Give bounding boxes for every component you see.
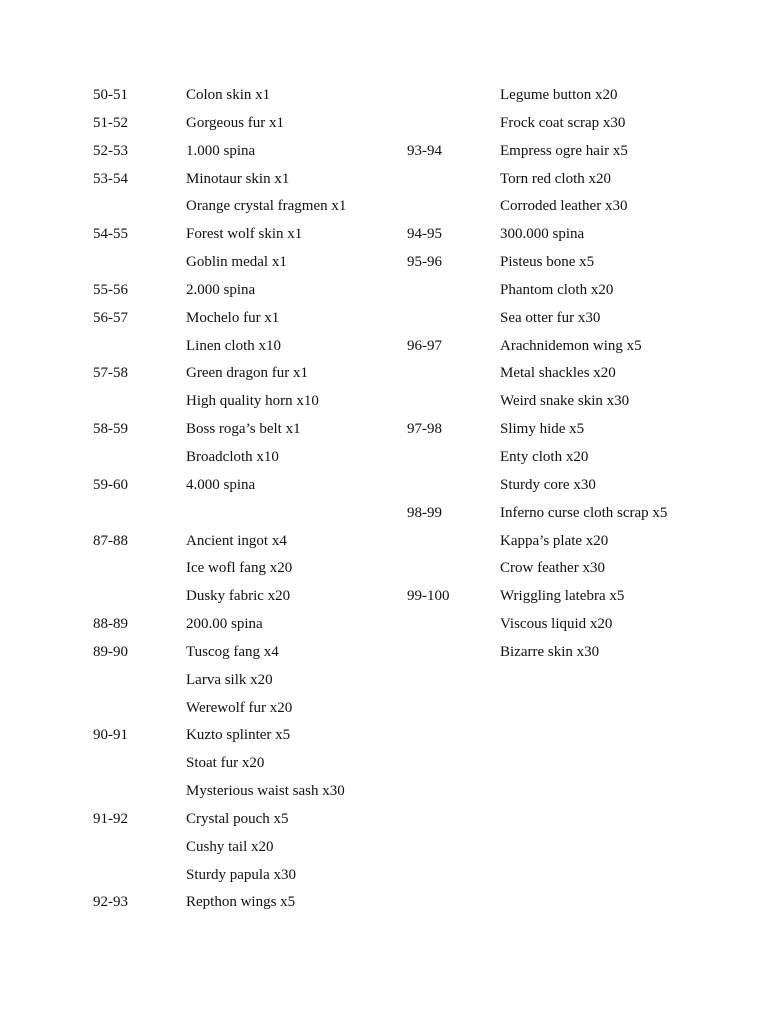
reward-item: Forest wolf skin x1 xyxy=(186,226,303,243)
list-item xyxy=(93,277,393,305)
list-item xyxy=(93,249,393,277)
reward-item: Viscous liquid x20 xyxy=(500,616,613,633)
list-item xyxy=(407,639,727,667)
left-column xyxy=(93,82,393,917)
level-range: 88-89 xyxy=(93,616,128,633)
reward-item: Mysterious waist sash x30 xyxy=(186,783,345,800)
level-range: 92-93 xyxy=(93,894,128,911)
reward-item: Gorgeous fur x1 xyxy=(186,114,285,131)
reward-item: Enty cloth x20 xyxy=(500,448,589,465)
reward-item: Wriggling latebra x5 xyxy=(500,588,625,605)
level-range: 90-91 xyxy=(93,727,128,744)
reward-item: Phantom cloth x20 xyxy=(500,281,614,298)
level-range: 50-51 xyxy=(93,87,128,103)
level-range: 54-55 xyxy=(93,226,128,243)
reward-item: Crow feather x30 xyxy=(500,560,605,577)
reward-item: Mochelo fur x1 xyxy=(186,309,280,326)
reward-item: Kuzto splinter x5 xyxy=(186,727,291,744)
list-item xyxy=(93,528,393,556)
reward-item: Stoat fur x20 xyxy=(186,755,265,772)
list-item xyxy=(93,388,393,416)
reward-item: 2.000 spina xyxy=(186,281,256,298)
reward-item: Boss roga’s belt x1 xyxy=(186,421,301,438)
list-item xyxy=(93,611,393,639)
list-item xyxy=(93,889,393,917)
right-column xyxy=(407,82,727,667)
reward-item: Empress ogre hair x5 xyxy=(500,142,628,159)
list-item xyxy=(93,138,393,166)
list-item xyxy=(93,221,393,249)
list-item xyxy=(93,305,393,333)
level-range: 96-97 xyxy=(407,337,442,354)
level-range: 51-52 xyxy=(93,114,128,131)
reward-item: Inferno curse cloth scrap x5 xyxy=(500,504,668,521)
level-range: 57-58 xyxy=(93,365,128,382)
list-item xyxy=(93,500,393,528)
level-range: 95-96 xyxy=(407,254,442,271)
list-item xyxy=(93,778,393,806)
level-range: 59-60 xyxy=(93,476,128,493)
level-range: 56-57 xyxy=(93,309,128,326)
list-item xyxy=(93,639,393,667)
list-item xyxy=(407,360,727,388)
reward-item: Slimy hide x5 xyxy=(500,421,585,438)
list-item xyxy=(93,834,393,862)
reward-item: Sea otter fur x30 xyxy=(500,309,601,326)
list-item xyxy=(93,193,393,221)
reward-item: Ice wofl fang x20 xyxy=(186,560,293,577)
reward-item: Legume button x20 xyxy=(500,87,618,103)
reward-item: High quality horn x10 xyxy=(186,393,319,410)
reward-item: Bizarre skin x30 xyxy=(500,643,600,660)
list-item xyxy=(93,722,393,750)
list-item xyxy=(407,166,727,194)
list-item xyxy=(93,806,393,834)
list-item xyxy=(407,555,727,583)
list-item xyxy=(93,82,393,110)
list-item xyxy=(93,360,393,388)
reward-item: Frock coat scrap x30 xyxy=(500,114,626,131)
list-item xyxy=(407,277,727,305)
list-item xyxy=(407,249,727,277)
list-item xyxy=(407,110,727,138)
level-range: 52-53 xyxy=(93,142,128,159)
reward-item: 4.000 spina xyxy=(186,476,256,493)
reward-item: 300.000 spina xyxy=(500,226,585,243)
level-range: 89-90 xyxy=(93,643,128,660)
list-item xyxy=(407,305,727,333)
list-item xyxy=(407,500,727,528)
reward-item: Weird snake skin x30 xyxy=(500,393,630,410)
list-item xyxy=(93,110,393,138)
list-item xyxy=(93,416,393,444)
list-item xyxy=(407,444,727,472)
reward-item: Arachnidemon wing x5 xyxy=(500,337,642,354)
reward-item: Orange crystal fragmen x1 xyxy=(186,198,347,215)
level-range: 99-100 xyxy=(407,588,450,605)
reward-item: Dusky fabric x20 xyxy=(186,588,291,605)
reward-item: Repthon wings x5 xyxy=(186,894,296,911)
reward-item: Ancient ingot x4 xyxy=(186,532,287,549)
list-item xyxy=(93,583,393,611)
list-item xyxy=(93,166,393,194)
reward-item: Colon skin x1 xyxy=(186,87,271,103)
list-item xyxy=(407,82,727,110)
reward-item: Tuscog fang x4 xyxy=(186,643,279,660)
level-range: 55-56 xyxy=(93,281,128,298)
list-item xyxy=(407,528,727,556)
reward-item: Linen cloth x10 xyxy=(186,337,281,354)
reward-item: Torn red cloth x20 xyxy=(500,170,612,187)
list-item xyxy=(93,472,393,500)
reward-item: Minotaur skin x1 xyxy=(186,170,290,187)
reward-item: Broadcloth x10 xyxy=(186,448,279,465)
reward-item: Crystal pouch x5 xyxy=(186,810,289,827)
level-range: 91-92 xyxy=(93,810,128,827)
reward-item: Werewolf fur x20 xyxy=(186,699,293,716)
level-range: 97-98 xyxy=(407,421,442,438)
reward-item: Corroded leather x30 xyxy=(500,198,628,215)
list-item xyxy=(93,862,393,890)
reward-item: Sturdy papula x30 xyxy=(186,866,296,883)
list-item xyxy=(93,667,393,695)
list-item xyxy=(407,138,727,166)
list-item xyxy=(93,555,393,583)
level-range: 94-95 xyxy=(407,226,442,243)
level-range: 93-94 xyxy=(407,142,442,159)
reward-item: Pisteus bone x5 xyxy=(500,254,595,271)
level-range: 58-59 xyxy=(93,421,128,438)
reward-item: Kappa’s plate x20 xyxy=(500,532,609,549)
reward-item: Metal shackles x20 xyxy=(500,365,616,382)
list-item xyxy=(407,583,727,611)
reward-item: Goblin medal x1 xyxy=(186,254,287,271)
list-item xyxy=(407,611,727,639)
list-item xyxy=(93,444,393,472)
list-item xyxy=(407,416,727,444)
list-item xyxy=(407,221,727,249)
reward-item: Green dragon fur x1 xyxy=(186,365,309,382)
reward-item: 1.000 spina xyxy=(186,142,256,159)
list-item xyxy=(407,193,727,221)
list-item xyxy=(93,333,393,361)
list-item xyxy=(93,695,393,723)
level-range: 87-88 xyxy=(93,532,128,549)
reward-item: Cushy tail x20 xyxy=(186,838,274,855)
list-item xyxy=(93,750,393,778)
reward-item: Larva silk x20 xyxy=(186,671,273,688)
list-item xyxy=(407,388,727,416)
reward-item: Sturdy core x30 xyxy=(500,476,596,493)
reward-item: 200.00 spina xyxy=(186,616,263,633)
level-range: 53-54 xyxy=(93,170,128,187)
list-item xyxy=(407,333,727,361)
list-item xyxy=(407,472,727,500)
level-range: 98-99 xyxy=(407,504,442,521)
